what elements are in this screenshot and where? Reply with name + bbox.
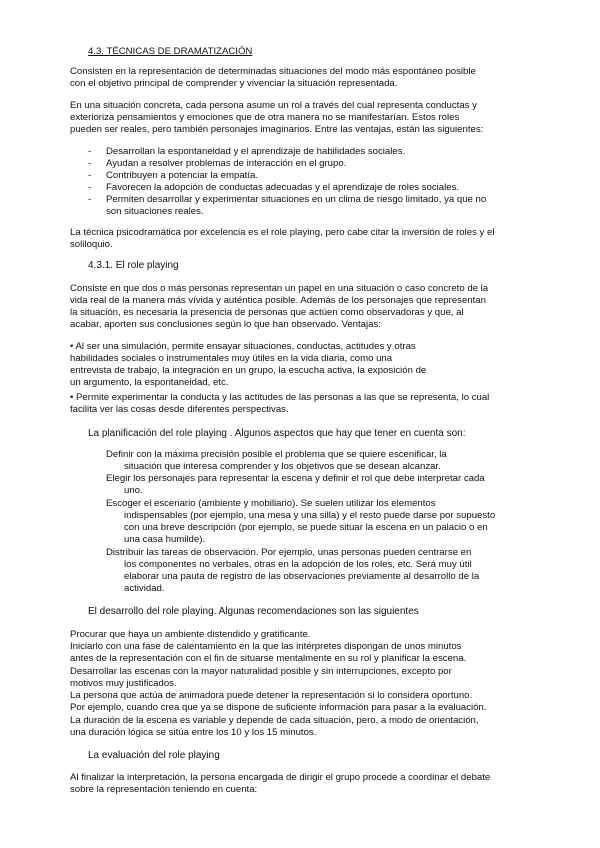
list-item: una duración lógica se sitúa entre los 10 y los 15 minutos. xyxy=(70,727,317,738)
list-item: son situaciones reales. xyxy=(106,206,204,217)
list-item: La persona que actúa de animadora puede detener la representación si lo considera oportuno. xyxy=(70,690,473,701)
paragraph-line: En una situación concreta, cada persona asume un rol a través del cual representa conductas y xyxy=(70,100,477,111)
list-item: Ayudan a resolver problemas de interacción en el grupo. xyxy=(106,158,347,169)
paragraph-line: pueden ser reales, pero también personajes imaginarios. Entre las ventajas, están las siguientes: xyxy=(70,124,484,135)
list-dash: - xyxy=(88,158,92,169)
list-item: indispensables (por ejemplo, una mesa y una silla) y el resto puede darse por supuesto xyxy=(124,510,496,521)
paragraph-line: sobre la representación teniendo en cuenta: xyxy=(70,784,258,795)
section-title: 4.3. TÉCNICAS DE DRAMATIZACIÓN xyxy=(88,46,253,57)
list-item: elaborar una pauta de registro de las observaciones previamente al desarrollo de la xyxy=(124,571,480,582)
list-item: Elegir los personajes para representar la escena y definir el rol que debe interpretar cada xyxy=(106,473,485,484)
list-item: Definir con la máxima precisión posible el problema que se quiere escenificar, la xyxy=(106,449,447,460)
paragraph-line: habilidades sociales o instrumentales muy útiles en la vida diaria, como una xyxy=(70,353,393,364)
list-dash: - xyxy=(88,194,92,205)
list-item: una casa humilde). xyxy=(124,534,206,545)
paragraph-line: Consisten en la representación de determinadas situaciones del modo más espontáneo posible xyxy=(70,66,476,77)
list-item: motivos muy justificados. xyxy=(70,678,177,689)
list-item: Desarrollan la espontaneidad y el aprendizaje de habilidades sociales. xyxy=(106,146,406,157)
list-dash: - xyxy=(88,146,92,157)
list-item: Permiten desarrollar y experimentar situaciones en un clima de riesgo limitado, ya que no xyxy=(106,194,487,205)
paragraph-line: un argumento, la espontaneidad, etc. xyxy=(70,377,229,388)
list-item: Iniciarlo con una fase de calentamiento en la que las intérpretes dispongan de unos minutos xyxy=(70,641,462,652)
paragraph-line: acabar, aporten sus conclusiones según lo que han observado. Ventajas: xyxy=(70,319,381,330)
paragraph-line: la situación, es necesaria la presencia de personas que actúen como observadoras y que, al xyxy=(70,307,464,318)
list-item: Procurar que haya un ambiente distendido y gratificante. xyxy=(70,629,311,640)
list-item: Desarrollar las escenas con la mayor naturalidad posible y sin interrupciones, excepto por xyxy=(70,666,452,677)
paragraph-line: vida real de la manera más vívida y auténtica posible. Además de los personajes que representan xyxy=(70,295,486,306)
paragraph-line: Consiste en que dos o más personas representan un papel en una situación o caso concreto de la xyxy=(70,283,489,294)
evaluation-heading: La evaluación del role playing xyxy=(88,750,220,761)
list-item: Escoger el escenario (ambiente y mobiliario). Se suelen utilizar los elementos xyxy=(106,498,436,509)
list-item: situación que interesa comprender y los objetivos que se desean alcanzar. xyxy=(124,461,441,472)
list-item: los componentes no verbales, otras en la adopción de los roles, etc. Será muy útil xyxy=(124,559,472,570)
subsection-title: 4.3.1. El role playing xyxy=(88,260,179,271)
list-item: Contribuyen a potenciar la empatía. xyxy=(106,170,258,181)
paragraph-line: exterioriza pensamientos y emociones que de otra manera no se manifestarían. Estos roles xyxy=(70,112,460,123)
list-dash: - xyxy=(88,182,92,193)
list-dash: - xyxy=(88,170,92,181)
development-heading: El desarrollo del role playing. Algunas recomendaciones son las siguientes xyxy=(88,606,419,617)
paragraph-line: con el objetivo principal de comprender y vivenciar la situación representada. xyxy=(70,78,398,89)
paragraph-line: soliloquio. xyxy=(70,239,113,250)
paragraph-line: entrevista de trabajo, la integración en un grupo, la escucha activa, la exposición de xyxy=(70,365,427,376)
paragraph-line: • Al ser una simulación, permite ensayar situaciones, conductas, actitudes y otras xyxy=(70,341,416,352)
list-item: antes de la representación con el fin de situarse mentalmente en su rol y planificar la escena. xyxy=(70,653,467,664)
list-item: Distribuir las tareas de observación. Por ejemplo, unas personas pueden centrarse en xyxy=(106,547,472,558)
paragraph-line: La técnica psicodramática por excelencia es el role playing, pero cabe citar la inversión de roles y el xyxy=(70,227,495,238)
paragraph-line: facilita ver las cosas desde diferentes perspectivas. xyxy=(70,404,289,415)
paragraph-line: • Permite experimentar la conducta y las actitudes de las personas a las que se representa, lo cual xyxy=(70,392,490,403)
list-item: Favorecen la adopción de conductas adecuadas y el aprendizaje de roles sociales. xyxy=(106,182,460,193)
list-item: con una breve descripción (por ejemplo, se puede situar la escena en un palacio o en xyxy=(124,522,488,533)
list-item: actividad. xyxy=(124,583,165,594)
paragraph-line: Al finalizar la interpretación, la persona encargada de dirigir el grupo procede a coordinar el debate xyxy=(70,772,491,783)
planning-heading: La planificación del role playing . Algunos aspectos que hay que tener en cuenta son: xyxy=(88,428,466,439)
list-item: uno. xyxy=(124,485,143,496)
list-item: Por ejemplo, cuando crea que ya se dispone de suficiente información para pasar a la evaluación. xyxy=(70,702,487,713)
list-item: La duración de la escena es variable y depende de cada situación, pero, a modo de orientación, xyxy=(70,715,479,726)
